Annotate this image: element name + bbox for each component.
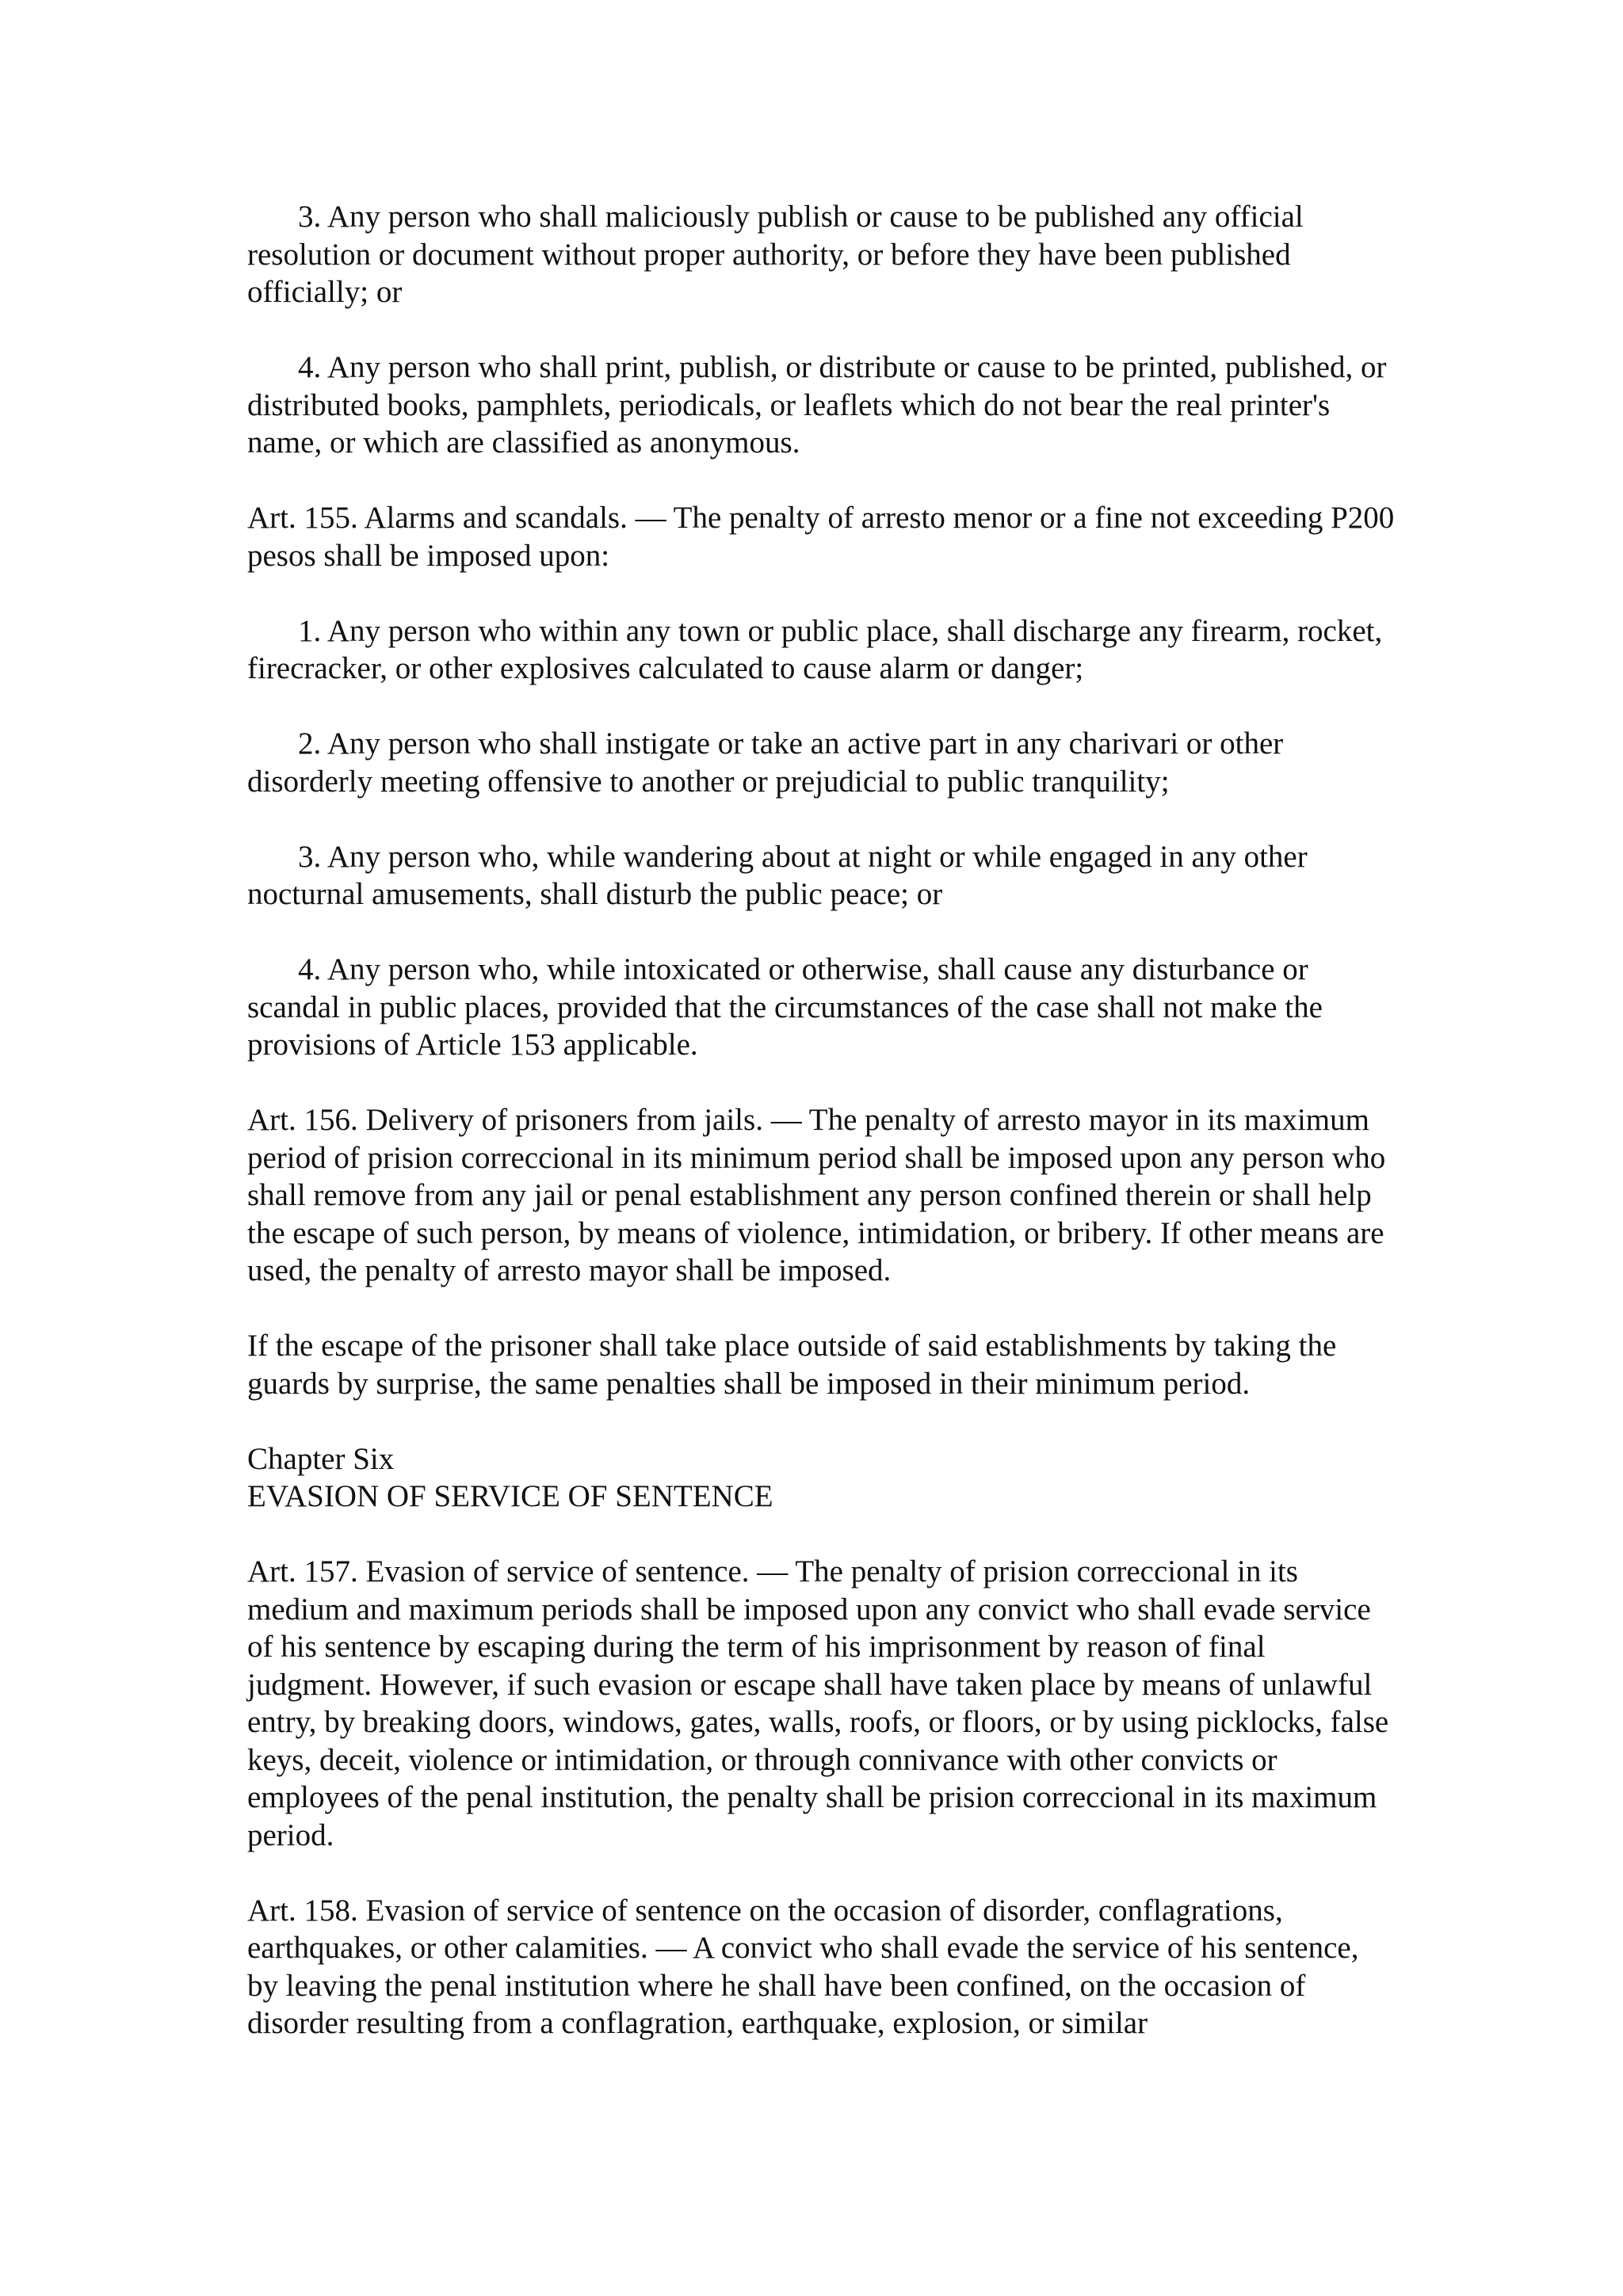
document-body: [247, 198, 1396, 2042]
chapter-heading: [247, 1440, 1396, 1516]
paragraph-art156-escape: If the escape of the prisoner shall take place outside of said establishments by taking the guards by surprise, the same penalties shall be imposed in their minimum period.: [247, 1329, 1337, 1401]
chapter-title: EVASION OF SERVICE OF SENTENCE: [247, 1479, 773, 1513]
paragraph-art158: Art. 158. Evasion of service of sentence on the occasion of disorder, conflagrations, earthquakes, or other calamities. — A convict who shall evade the service of his sentence, by leaving the penal institution where he shall have been confined, on the occasion of disorder resulting from a conflagration, earthquake, explosion, or similar: [247, 1893, 1359, 2040]
paragraph-art157: Art. 157. Evasion of service of sentence. — The penalty of prision correccional in its medium and maximum periods shall be imposed upon any convict who shall evade service of his sentence by escaping during the term of his imprisonment by reason of final judgment. However, if such evasion or escape shall have taken place by means of unlawful entry, by breaking doors, windows, gates, walls, roofs, or floors, or by using picklocks, false keys, deceit, violence or intimidation, or through connivance with other convicts or employees of the penal institution, the penalty shall be prision correccional in its maximum period.: [247, 1554, 1389, 1852]
paragraph-art155-heading: Art. 155. Alarms and scandals. — The penalty of arresto menor or a fine not exceeding P200 pesos shall be imposed upon:: [247, 501, 1395, 573]
paragraph-art155-item-2: 2. Any person who shall instigate or take an active part in any charivari or other disorderly meeting offensive to another or prejudicial to public tranquility;: [247, 727, 1284, 799]
paragraph-art154-item-4: 4. Any person who shall print, publish, or distribute or cause to be printed, published, or distributed books, pamphlets, periodicals, or leaflets which do not bear the real printer's name, or which are classified as anonymous.: [247, 350, 1387, 460]
paragraph-art155-item-4: 4. Any person who, while intoxicated or otherwise, shall cause any disturbance or scandal in public places, provided that the circumstances of the case shall not make the provisions of Article 153 applicable.: [247, 952, 1323, 1062]
paragraph-art154-item-3: 3. Any person who shall maliciously publish or cause to be published any official resolution or document without proper authority, or before they have been published officially; or: [247, 200, 1304, 309]
paragraph-art155-item-1: 1. Any person who within any town or public place, shall discharge any firearm, rocket, firecracker, or other explosives calculated to cause alarm or danger;: [247, 613, 1383, 685]
paragraph-art155-item-3: 3. Any person who, while wandering about at night or while engaged in any other nocturnal amusements, shall disturb the public peace; or: [247, 839, 1308, 911]
paragraph-art156: Art. 156. Delivery of prisoners from jails. — The penalty of arresto mayor in its maximum period of prision correccional in its minimum period shall be imposed upon any person who shall remove from any jail or penal establishment any person confined therein or shall help the escape of such person, by means of violence, intimidation, or bribery. If other means are used, the penalty of arresto mayor shall be imposed.: [247, 1103, 1386, 1287]
chapter-label: Chapter Six: [247, 1441, 395, 1476]
